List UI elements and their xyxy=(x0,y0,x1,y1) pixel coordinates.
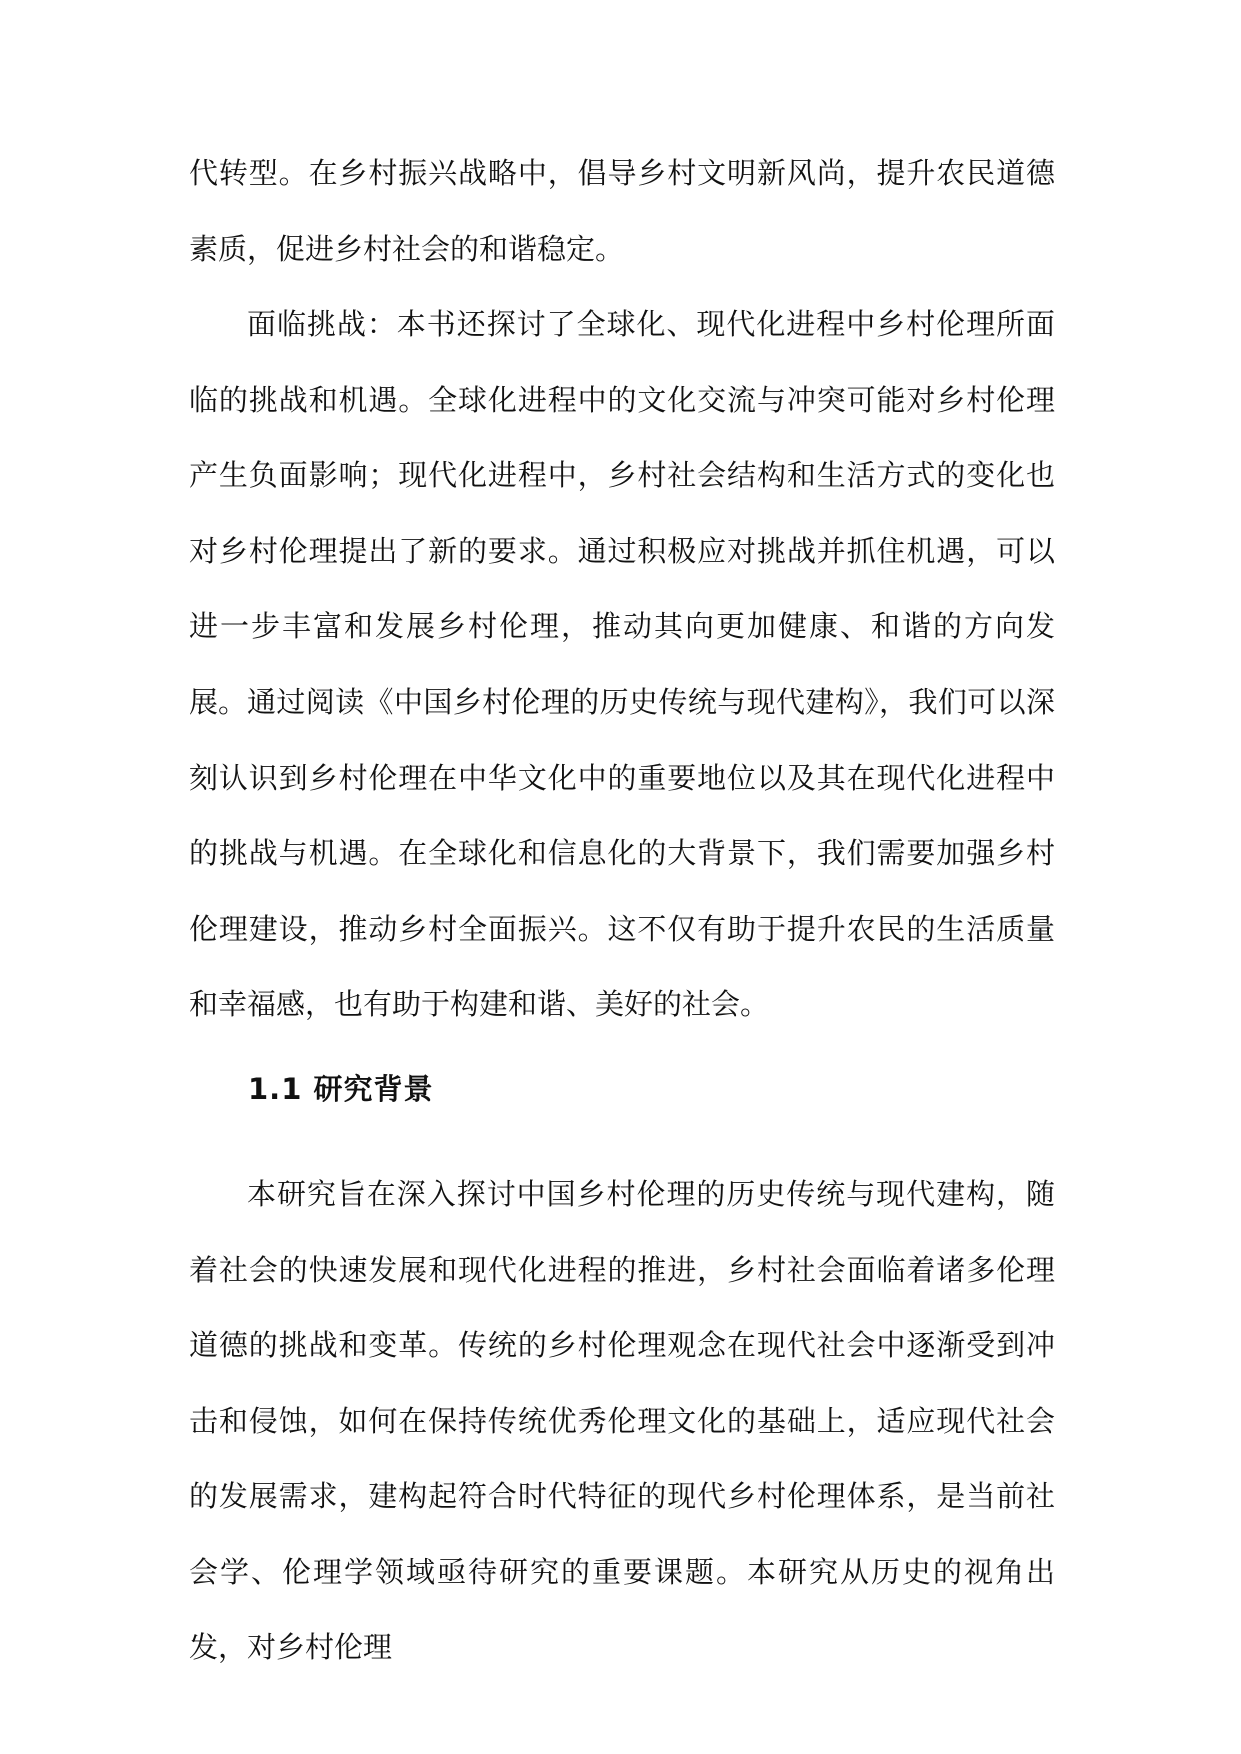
paragraph-reading-summary: 通过阅读《中国乡村伦理的历史传统与现代建构》，我们可以深刻认识到乡村伦理在中华文化中的重要地位以及其在现代化进程中的挑战与机遇。在全球化和信息化的大背景下，我们需要加强乡村伦理建设，推动乡村全面振兴。这不仅有助于提升农民的生活质量和幸福感，也有助于构建和谐、美好的社会。 xyxy=(189,685,1055,1021)
paragraph-continuation: 代转型。在乡村振兴战略中，倡导乡村文明新风尚，提升农民道德素质，促进乡村社会的和谐稳定。 xyxy=(189,156,1055,266)
paragraph-research-background: 本研究旨在深入探讨中国乡村伦理的历史传统与现代建构，随着社会的快速发展和现代化进程的推进，乡村社会面临着诸多伦理道德的挑战和变革。传统的乡村伦理观念在现代社会中逐渐受到冲击和侵蚀，如何在保持传统优秀伦理文化的基础上，适应现代社会的发展需求，建构起符合时代特征的现代乡村伦理体系，是当前社会学、伦理学领域亟待研究的重要课题。本研究从历史的视角出发，对乡村伦理 xyxy=(189,1177,1055,1664)
paragraph-challenges: 面临挑战：本书还探讨了全球化、现代化进程中乡村伦理所面临的挑战和机遇。全球化进程中的文化交流与冲突可能对乡村伦理产生负面影响；现代化进程中，乡村社会结构和生活方式的变化也对乡村伦理提出了新的要求。通过积极应对挑战并抓住机遇，可以进一步丰富和发展乡村伦理，推动其向更加健康、和谐的方向发展。 xyxy=(189,307,1055,719)
section-heading: 1.1 研究背景 xyxy=(248,1072,434,1106)
